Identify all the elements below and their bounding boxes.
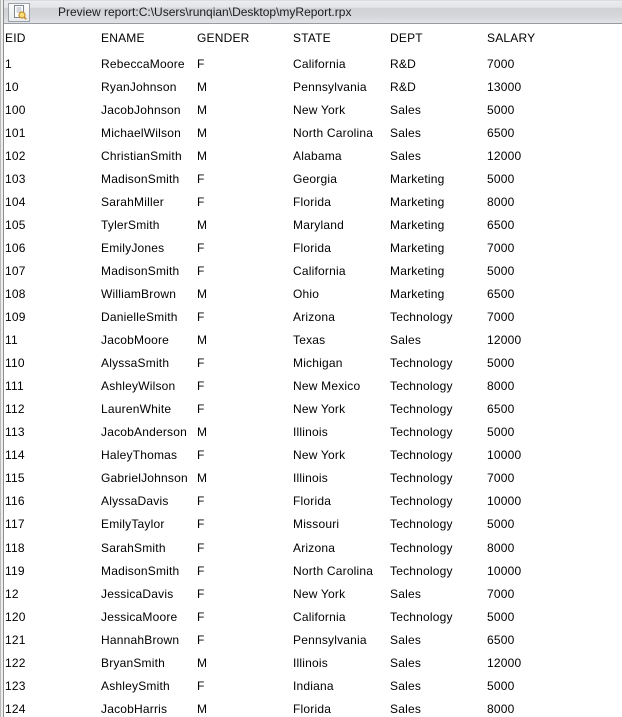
table-cell: 12	[5, 586, 19, 601]
table-row[interactable]	[4, 306, 622, 329]
table-cell: 121	[5, 632, 26, 647]
table-cell: DanielleSmith	[101, 310, 178, 325]
table-cell: SarahSmith	[101, 540, 166, 555]
table-cell: 5000	[487, 609, 515, 624]
table-cell: Marketing	[390, 263, 445, 278]
table-cell: 6500	[487, 125, 515, 140]
table-cell: 104	[5, 194, 26, 209]
table-cell: Ohio	[293, 286, 320, 301]
table-cell: Sales	[390, 102, 422, 117]
table-cell: 6500	[487, 632, 515, 647]
table-cell: California	[293, 609, 346, 624]
table-cell: F	[197, 540, 205, 555]
table-row[interactable]	[4, 559, 622, 582]
table-cell: New York	[293, 448, 346, 463]
table-cell: Sales	[390, 701, 422, 716]
table-cell: 8000	[487, 701, 515, 716]
table-cell: MadisonSmith	[101, 171, 180, 186]
table-cell: 7000	[487, 586, 515, 601]
table-row[interactable]	[4, 144, 622, 167]
table-cell: North Carolina	[293, 563, 374, 578]
table-cell: 106	[5, 240, 26, 255]
table-cell: Florida	[293, 494, 332, 509]
table-cell: JacobHarris	[101, 701, 168, 716]
table-cell: 113	[5, 425, 25, 440]
table-row[interactable]	[4, 536, 622, 559]
table-cell: Sales	[390, 148, 422, 163]
table-cell: Michigan	[293, 356, 343, 371]
table-cell: 5000	[487, 356, 515, 371]
table-cell: Sales	[390, 655, 422, 670]
table-cell: M	[197, 286, 208, 301]
table-cell: 10000	[487, 563, 522, 578]
table-row[interactable]	[4, 329, 622, 352]
table-cell: Florida	[293, 194, 332, 209]
preview-report-icon	[12, 5, 27, 20]
table-cell: Sales	[390, 586, 422, 601]
table-cell: JacobAnderson	[101, 425, 187, 440]
table-cell: 119	[5, 563, 25, 578]
table-row[interactable]	[4, 352, 622, 375]
table-cell: Marketing	[390, 286, 445, 301]
table-row[interactable]	[4, 98, 622, 121]
table-cell: 6500	[487, 402, 515, 417]
table-cell: 5000	[487, 425, 515, 440]
table-cell: 10000	[487, 448, 522, 463]
titlebar[interactable]	[1, 0, 622, 24]
table-cell: 101	[5, 125, 26, 140]
table-cell: 5000	[487, 171, 515, 186]
table-cell: 7000	[487, 471, 515, 486]
table-cell: WilliamBrown	[101, 286, 177, 301]
table-row[interactable]	[4, 697, 622, 717]
table-row[interactable]	[4, 398, 622, 421]
table-cell: Texas	[293, 333, 326, 348]
table-cell: AlyssaSmith	[101, 356, 170, 371]
table-cell: F	[197, 609, 205, 624]
table-cell: Technology	[390, 563, 453, 578]
table-cell: ChristianSmith	[101, 148, 182, 163]
table-cell: 120	[5, 609, 26, 624]
table-cell: RyanJohnson	[101, 79, 177, 94]
table-cell: M	[197, 125, 208, 140]
table-cell: F	[197, 402, 205, 417]
table-cell: F	[197, 310, 205, 325]
table-cell: M	[197, 148, 208, 163]
table-cell: JacobMoore	[101, 333, 170, 348]
table-row[interactable]	[4, 75, 622, 98]
table-cell: M	[197, 79, 208, 94]
table-cell: AshleyWilson	[101, 379, 176, 394]
column-header-eid: EID	[5, 31, 26, 45]
table-cell: 10	[5, 79, 19, 94]
table-row[interactable]	[4, 467, 622, 490]
table-cell: Florida	[293, 240, 332, 255]
table-cell: California	[293, 56, 346, 71]
table-row[interactable]	[4, 375, 622, 398]
table-cell: Technology	[390, 448, 453, 463]
table-cell: Missouri	[293, 517, 340, 532]
table-cell: 107	[5, 263, 26, 278]
table-cell: Technology	[390, 356, 453, 371]
table-row[interactable]	[4, 167, 622, 190]
table-cell: Technology	[390, 494, 453, 509]
table-cell: Illinois	[293, 425, 328, 440]
table-cell: Florida	[293, 701, 332, 716]
table-cell: 123	[5, 678, 26, 693]
table-row[interactable]	[4, 213, 622, 236]
table-cell: Arizona	[293, 540, 336, 555]
table-cell: HaleyThomas	[101, 448, 178, 463]
table-cell: Pennsylvania	[293, 632, 367, 647]
table-cell: Technology	[390, 379, 453, 394]
table-row[interactable]	[4, 282, 622, 305]
table-header-row	[4, 24, 622, 52]
table-cell: Technology	[390, 540, 453, 555]
table-cell: Technology	[390, 402, 453, 417]
table-cell: TylerSmith	[101, 217, 160, 232]
table-cell: F	[197, 240, 205, 255]
table-cell: 8000	[487, 540, 515, 555]
table-cell: Indiana	[293, 678, 334, 693]
table-cell: 105	[5, 217, 26, 232]
table-cell: MadisonSmith	[101, 263, 180, 278]
table-cell: Technology	[390, 310, 453, 325]
table-cell: R&D	[390, 56, 416, 71]
table-cell: 5000	[487, 517, 515, 532]
table-cell: Technology	[390, 517, 453, 532]
table-cell: Pennsylvania	[293, 79, 367, 94]
table-body	[4, 52, 622, 717]
window-title: Preview report:C:\Users\runqian\Desktop\myReport.rpx	[58, 5, 352, 19]
table-cell: AshleySmith	[101, 678, 170, 693]
table-cell: Arizona	[293, 310, 336, 325]
table-cell: Technology	[390, 425, 453, 440]
table-cell: 124	[5, 701, 26, 716]
table-row[interactable]	[4, 582, 622, 605]
table-cell: 7000	[487, 240, 515, 255]
table-cell: 5000	[487, 678, 515, 693]
table-cell: 8000	[487, 194, 515, 209]
table-cell: Sales	[390, 678, 422, 693]
table-cell: 122	[5, 655, 26, 670]
column-header-state: STATE	[293, 31, 331, 45]
table-cell: 12000	[487, 655, 522, 670]
preview-report-icon-button[interactable]	[8, 3, 30, 22]
table-cell: JessicaDavis	[101, 586, 174, 601]
table-row[interactable]	[4, 236, 622, 259]
table-cell: GabrielJohnson	[101, 471, 188, 486]
table-row[interactable]	[4, 444, 622, 467]
table-cell: F	[197, 632, 205, 647]
table-cell: M	[197, 471, 208, 486]
table-cell: 10000	[487, 494, 522, 509]
table-cell: F	[197, 56, 205, 71]
table-cell: JessicaMoore	[101, 609, 178, 624]
table-cell: 108	[5, 286, 26, 301]
table-cell: Sales	[390, 632, 422, 647]
table-cell: 12000	[487, 148, 522, 163]
table-row[interactable]	[4, 121, 622, 144]
table-row[interactable]	[4, 52, 622, 75]
table-cell: Marketing	[390, 240, 445, 255]
table-cell: AlyssaDavis	[101, 494, 169, 509]
table-cell: BryanSmith	[101, 655, 166, 670]
column-header-ename: ENAME	[101, 31, 145, 45]
table-cell: Sales	[390, 333, 422, 348]
table-cell: 109	[5, 310, 26, 325]
table-cell: LaurenWhite	[101, 402, 172, 417]
table-cell: Technology	[390, 609, 453, 624]
table-cell: Georgia	[293, 171, 338, 186]
table-cell: MichaelWilson	[101, 125, 181, 140]
table-cell: Marketing	[390, 217, 445, 232]
table-cell: 6500	[487, 286, 515, 301]
column-header-salary: SALARY	[487, 31, 536, 45]
table-cell: F	[197, 448, 205, 463]
table-cell: 103	[5, 171, 26, 186]
table-row[interactable]	[4, 190, 622, 213]
table-cell: M	[197, 425, 208, 440]
table-cell: New York	[293, 402, 346, 417]
table-row[interactable]	[4, 259, 622, 282]
table-row[interactable]	[4, 421, 622, 444]
report-preview-area	[4, 24, 622, 717]
table-cell: 115	[5, 471, 25, 486]
table-cell: California	[293, 263, 346, 278]
table-cell: 5000	[487, 102, 515, 117]
table-cell: SarahMiller	[101, 194, 164, 209]
table-row[interactable]	[4, 674, 622, 697]
table-cell: 7000	[487, 310, 515, 325]
table-cell: New York	[293, 102, 346, 117]
table-cell: Technology	[390, 471, 453, 486]
table-cell: 117	[5, 517, 25, 532]
table-cell: M	[197, 655, 208, 670]
table-cell: F	[197, 263, 205, 278]
table-cell: 6500	[487, 217, 515, 232]
table-cell: M	[197, 102, 208, 117]
table-cell: Alabama	[293, 148, 342, 163]
table-cell: M	[197, 217, 208, 232]
table-cell: New Mexico	[293, 379, 361, 394]
table-cell: 110	[5, 356, 25, 371]
table-cell: Marketing	[390, 171, 445, 186]
table-row[interactable]	[4, 513, 622, 536]
table-cell: 7000	[487, 56, 515, 71]
table-cell: M	[197, 701, 208, 716]
table-cell: 13000	[487, 79, 522, 94]
table-row[interactable]	[4, 651, 622, 674]
table-cell: 11	[5, 333, 18, 348]
table-cell: 100	[5, 102, 26, 117]
table-cell: F	[197, 171, 205, 186]
table-cell: 5000	[487, 263, 515, 278]
table-cell: EmilyTaylor	[101, 517, 165, 532]
table-cell: F	[197, 678, 205, 693]
table-cell: F	[197, 563, 205, 578]
table-cell: Maryland	[293, 217, 344, 232]
table-cell: 12000	[487, 333, 522, 348]
table-cell: Illinois	[293, 655, 328, 670]
table-cell: 118	[5, 540, 25, 555]
table-cell: 114	[5, 448, 25, 463]
table-cell: HannahBrown	[101, 632, 180, 647]
table-cell: F	[197, 586, 205, 601]
table-cell: 111	[5, 379, 24, 394]
table-cell: 112	[5, 402, 25, 417]
table-cell: New York	[293, 586, 346, 601]
column-header-gender: GENDER	[197, 31, 250, 45]
table-cell: JacobJohnson	[101, 102, 181, 117]
table-cell: F	[197, 379, 205, 394]
table-cell: North Carolina	[293, 125, 374, 140]
table-cell: Marketing	[390, 194, 445, 209]
table-row[interactable]	[4, 628, 622, 651]
table-row[interactable]	[4, 490, 622, 513]
table-cell: M	[197, 333, 208, 348]
table-cell: RebeccaMoore	[101, 56, 185, 71]
table-cell: Sales	[390, 125, 422, 140]
table-cell: MadisonSmith	[101, 563, 180, 578]
table-cell: F	[197, 194, 205, 209]
table-cell: F	[197, 356, 205, 371]
table-cell: 102	[5, 148, 26, 163]
table-cell: 1	[5, 56, 12, 71]
window-left-border	[1, 0, 4, 717]
table-cell: R&D	[390, 79, 416, 94]
table-cell: F	[197, 517, 205, 532]
table-cell: EmilyJones	[101, 240, 165, 255]
table-cell: Illinois	[293, 471, 328, 486]
table-cell: F	[197, 494, 205, 509]
table-cell: 8000	[487, 379, 515, 394]
table-row[interactable]	[4, 605, 622, 628]
column-header-dept: DEPT	[390, 31, 423, 45]
table-cell: 116	[5, 494, 25, 509]
